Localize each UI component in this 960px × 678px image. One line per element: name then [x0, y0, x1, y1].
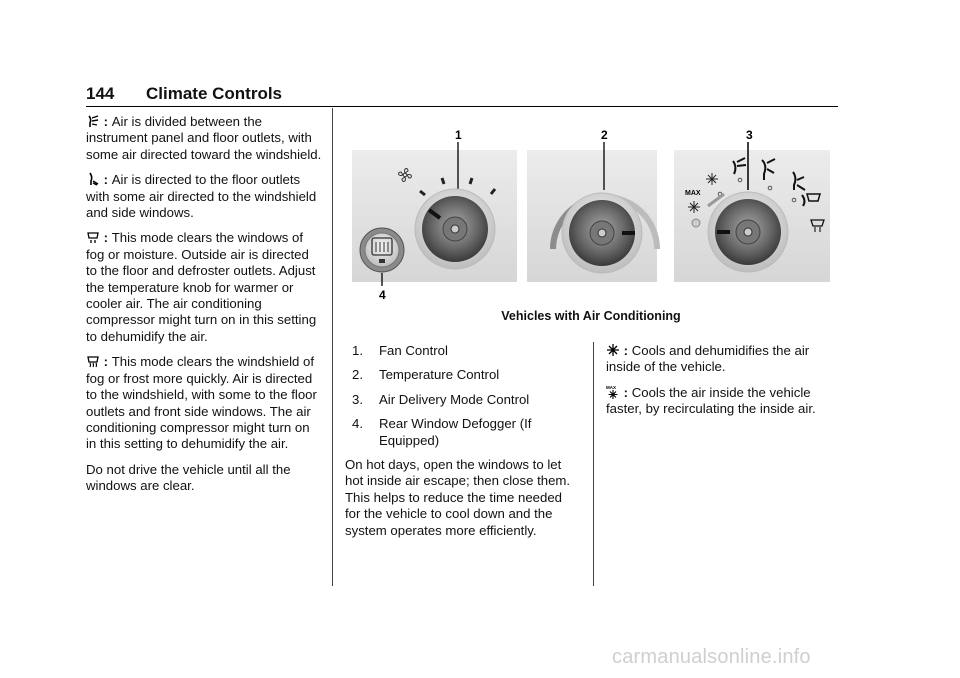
column-divider-1: [332, 108, 333, 586]
page-number: 144: [86, 84, 115, 103]
defrost-text: This mode clears the windshield of fog or frost more quickly. Air is directed to the windshield, with some to the floor outlets and front side windows. The air conditioning compressor might turn on in this setting to dehumidify the air.: [86, 354, 317, 452]
control-list: [345, 343, 577, 449]
bilevel-paragraph: : Air is divided between the instrument panel and floor outlets, with some air directed toward the windshield.: [86, 114, 322, 162]
hot-days-text: On hot days, open the windows to let hot inside air escape; then close them. This helps to reduce the time needed for the vehicle to cool down and the system operates more efficiently.: [345, 457, 571, 538]
warning-text: Do not drive the vehicle until all the windows are clear.: [86, 461, 291, 494]
bilevel-mode-icon: [86, 114, 100, 128]
list-item: 3. Air Delivery Mode Control: [352, 391, 530, 407]
defog-mode-icon: [86, 230, 100, 244]
list-item: 2. Temperature Control: [352, 367, 500, 383]
callout-1: 1: [455, 128, 462, 142]
ac-paragraph: : Cools and dehumidifies the air inside of the vehicle.: [606, 343, 810, 375]
max-ac-text: Cools the air inside the vehicle faster, by recirculating the inside air.: [606, 384, 816, 417]
floor-mode-icon: [86, 172, 100, 186]
floor-paragraph: : Air is directed to the floor outlets with some air directed to the windshield and side windows.: [86, 172, 317, 221]
callout-2: 2: [601, 128, 608, 142]
page-title: Climate Controls: [146, 84, 283, 103]
figure-caption: Vehicles with Air Conditioning: [501, 309, 681, 323]
right-column: [606, 343, 838, 427]
defrost-mode-icon: [86, 354, 100, 368]
defog-paragraph: : This mode clears the windows of fog or moisture. Outside air is directed to the floor and defroster outlets. Adjust the temperature knob for warmer or cooler air. The air conditioning compressor might turn on in this setting to dehumidify the air.: [86, 230, 317, 344]
climate-control-panel-figure: [352, 128, 830, 300]
air-delivery-mode-knob[interactable]: [708, 192, 788, 272]
ac-text: Cools and dehumidifies the air inside of the vehicle.: [606, 343, 810, 375]
rear-defogger-button[interactable]: [360, 228, 404, 272]
fan-control-knob[interactable]: [415, 189, 495, 269]
left-column: [86, 114, 322, 504]
svg-text:MAX: MAX: [606, 384, 616, 390]
max-label: MAX: [685, 190, 701, 197]
max-ac-icon: [606, 385, 620, 399]
watermark: carmanualsonline.info: [612, 646, 811, 668]
callout-4: 4: [379, 288, 386, 300]
list-item: 1. Fan Control: [352, 343, 448, 358]
temperature-control-knob[interactable]: [562, 193, 642, 273]
callout-3: 3: [746, 128, 753, 142]
page-header: [86, 82, 838, 107]
floor-text: Air is directed to the floor outlets with some air directed to the windshield and side windows.: [86, 172, 317, 221]
list-item: 4. Rear Window Defogger (If Equipped): [352, 416, 532, 448]
bilevel-text: Air is divided between the instrument panel and floor outlets, with some air directed toward the windshield.: [86, 114, 322, 162]
middle-column: [345, 343, 577, 548]
ac-indicator-light: [692, 219, 700, 227]
defrost-paragraph: : This mode clears the windshield of fog or frost more quickly. Air is directed to the windshield, with some to the floor outlets and front side windows. The air conditioning compressor might turn on in this setting to dehumidify the air.: [86, 354, 317, 452]
defog-text: This mode clears the windows of fog or moisture. Outside air is directed to the floor and defroster outlets. Adjust the temperature knob for warmer or cooler air. The air conditioning compressor might turn on in this setting to dehumidify the air.: [86, 230, 317, 344]
column-divider-2: [593, 342, 594, 586]
max-ac-paragraph: MAX : Cools the air inside the vehicle faster, by recirculating the inside air.: [606, 384, 816, 417]
ac-icon: [606, 343, 620, 357]
